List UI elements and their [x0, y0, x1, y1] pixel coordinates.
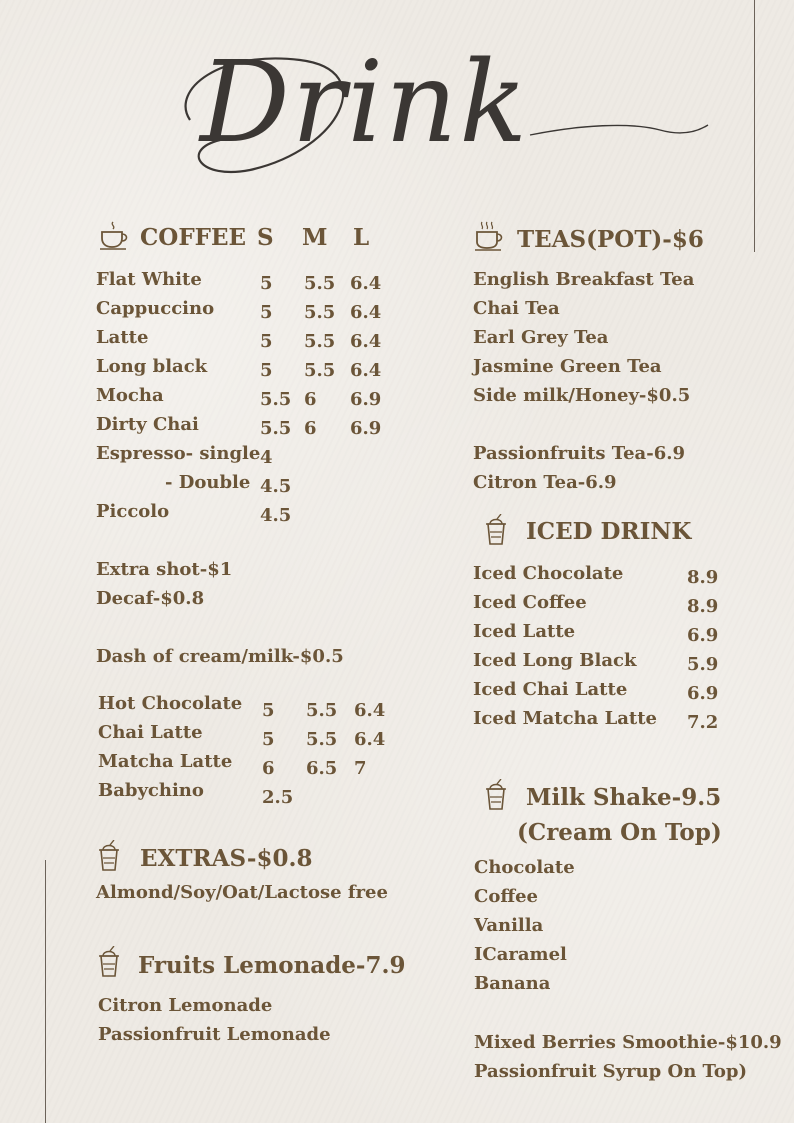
coffee-item-price-l: 6.4: [350, 331, 382, 352]
divider-line-right: [754, 0, 755, 252]
iced-item-price: 5.9: [687, 654, 719, 675]
divider-line-left: [45, 860, 46, 1123]
coffee-extra-line: Extra shot-$1: [96, 559, 233, 580]
iced-item-name: Iced Latte: [473, 621, 576, 642]
size-l-header: L: [353, 224, 370, 251]
coffee-item-name: Flat White: [96, 269, 202, 290]
milkshake-item: Vanilla: [474, 915, 544, 936]
coffee-item-price-s: 4: [260, 447, 273, 468]
other-item-price-l: 6.4: [354, 729, 386, 750]
coffee-item-price-m: 5.5: [304, 360, 336, 381]
extras-line: Almond/Soy/Oat/Lactose free: [96, 882, 388, 903]
tea-special: Passionfruits Tea-6.9: [473, 443, 686, 464]
other-item-price-l: 6.4: [354, 700, 386, 721]
iced-item-price: 8.9: [687, 596, 719, 617]
iced-item-name: Iced Long Black: [473, 650, 637, 671]
iced-item-name: Iced Chai Latte: [473, 679, 628, 700]
iced-cup-icon: [98, 840, 120, 872]
iced-cup-icon: [485, 779, 507, 811]
coffee-item-price-m: 6: [304, 418, 317, 439]
other-item-price-m: 6.5: [306, 758, 338, 779]
coffee-item-price-s: 5: [260, 331, 273, 352]
iced-item-name: Iced Coffee: [473, 592, 587, 613]
other-item-price-m: 5.5: [306, 729, 338, 750]
coffee-item-name: Long black: [96, 356, 208, 377]
coffee-item-name: Latte: [96, 327, 149, 348]
tea-item: Earl Grey Tea: [473, 327, 609, 348]
lemonade-heading: Fruits Lemonade-7.9: [138, 952, 406, 979]
coffee-item-name: Piccolo: [96, 501, 170, 522]
iced-cup-icon: [485, 514, 507, 546]
coffee-item-price-l: 6.9: [350, 418, 382, 439]
other-item-name: Hot Chocolate: [98, 693, 243, 714]
other-item-name: Babychino: [98, 780, 204, 801]
size-s-header: S: [257, 224, 274, 251]
extras-heading: EXTRAS-$0.8: [140, 845, 313, 872]
coffee-item-price-s: 5: [260, 273, 273, 294]
tea-special: Citron Tea-6.9: [473, 472, 617, 493]
milkshake-item: ICaramel: [474, 944, 567, 965]
coffee-item-price-l: 6.4: [350, 273, 382, 294]
other-item-name: Matcha Latte: [98, 751, 233, 772]
coffee-item-price-l: 6.4: [350, 302, 382, 323]
lemonade-item: Citron Lemonade: [98, 995, 273, 1016]
tea-item: Chai Tea: [473, 298, 560, 319]
coffee-item-price-s: 5.5: [260, 418, 292, 439]
page-title: Drink: [200, 38, 530, 168]
teacup-icon: [473, 220, 507, 252]
milkshake-item: Coffee: [474, 886, 539, 907]
coffee-item-name: Espresso- single: [96, 443, 261, 464]
other-item-price-m: 5.5: [306, 700, 338, 721]
other-item-name: Chai Latte: [98, 722, 203, 743]
coffee-item-price-m: 6: [304, 389, 317, 410]
iced-item-price: 7.2: [687, 712, 719, 733]
other-item-price-s: 6: [262, 758, 275, 779]
other-item-price-l: 7: [354, 758, 367, 779]
coffee-item-price-m: 5.5: [304, 273, 336, 294]
coffee-heading: COFFEE: [140, 224, 247, 251]
iced-item-price: 6.9: [687, 625, 719, 646]
coffee-item-price-s: 4.5: [260, 476, 292, 497]
coffee-extra-line: Decaf-$0.8: [96, 588, 205, 609]
coffee-item-price-s: 5: [260, 360, 273, 381]
coffee-item-price-l: 6.4: [350, 360, 382, 381]
coffee-item-price-s: 5.5: [260, 389, 292, 410]
lemonade-item: Passionfruit Lemonade: [98, 1024, 331, 1045]
iced-item-price: 6.9: [687, 683, 719, 704]
iced-heading: ICED DRINK: [526, 518, 692, 545]
smoothie-line: Mixed Berries Smoothie-$10.9: [474, 1032, 782, 1053]
tea-item: English Breakfast Tea: [473, 269, 695, 290]
coffee-item-price-s: 4.5: [260, 505, 292, 526]
size-m-header: M: [302, 224, 328, 251]
coffee-item-price-m: 5.5: [304, 302, 336, 323]
coffee-item-name: Mocha: [96, 385, 164, 406]
tea-item: Side milk/Honey-$0.5: [473, 385, 691, 406]
coffee-cup-icon: [98, 218, 132, 252]
title-block: [160, 30, 720, 190]
coffee-item-name: - Double: [165, 472, 251, 493]
coffee-item-price-l: 6.9: [350, 389, 382, 410]
iced-item-name: Iced Matcha Latte: [473, 708, 657, 729]
milkshake-heading: Milk Shake-9.5: [526, 784, 722, 811]
milkshake-item: Banana: [474, 973, 551, 994]
smoothie-line: Passionfruit Syrup On Top): [474, 1061, 747, 1082]
iced-item-price: 8.9: [687, 567, 719, 588]
other-item-price-s: 2.5: [262, 787, 294, 808]
coffee-item-name: Dirty Chai: [96, 414, 199, 435]
coffee-item-name: Cappuccino: [96, 298, 215, 319]
iced-item-name: Iced Chocolate: [473, 563, 624, 584]
teas-heading: TEAS(POT)-$6: [517, 226, 704, 253]
iced-cup-icon: [98, 946, 120, 978]
other-item-price-s: 5: [262, 729, 275, 750]
milkshake-item: Chocolate: [474, 857, 575, 878]
coffee-item-price-m: 5.5: [304, 331, 336, 352]
dash-line: Dash of cream/milk-$0.5: [96, 646, 344, 667]
other-item-price-s: 5: [262, 700, 275, 721]
milkshake-subheading: (Cream On Top): [517, 819, 722, 846]
coffee-item-price-s: 5: [260, 302, 273, 323]
tea-item: Jasmine Green Tea: [473, 356, 662, 377]
